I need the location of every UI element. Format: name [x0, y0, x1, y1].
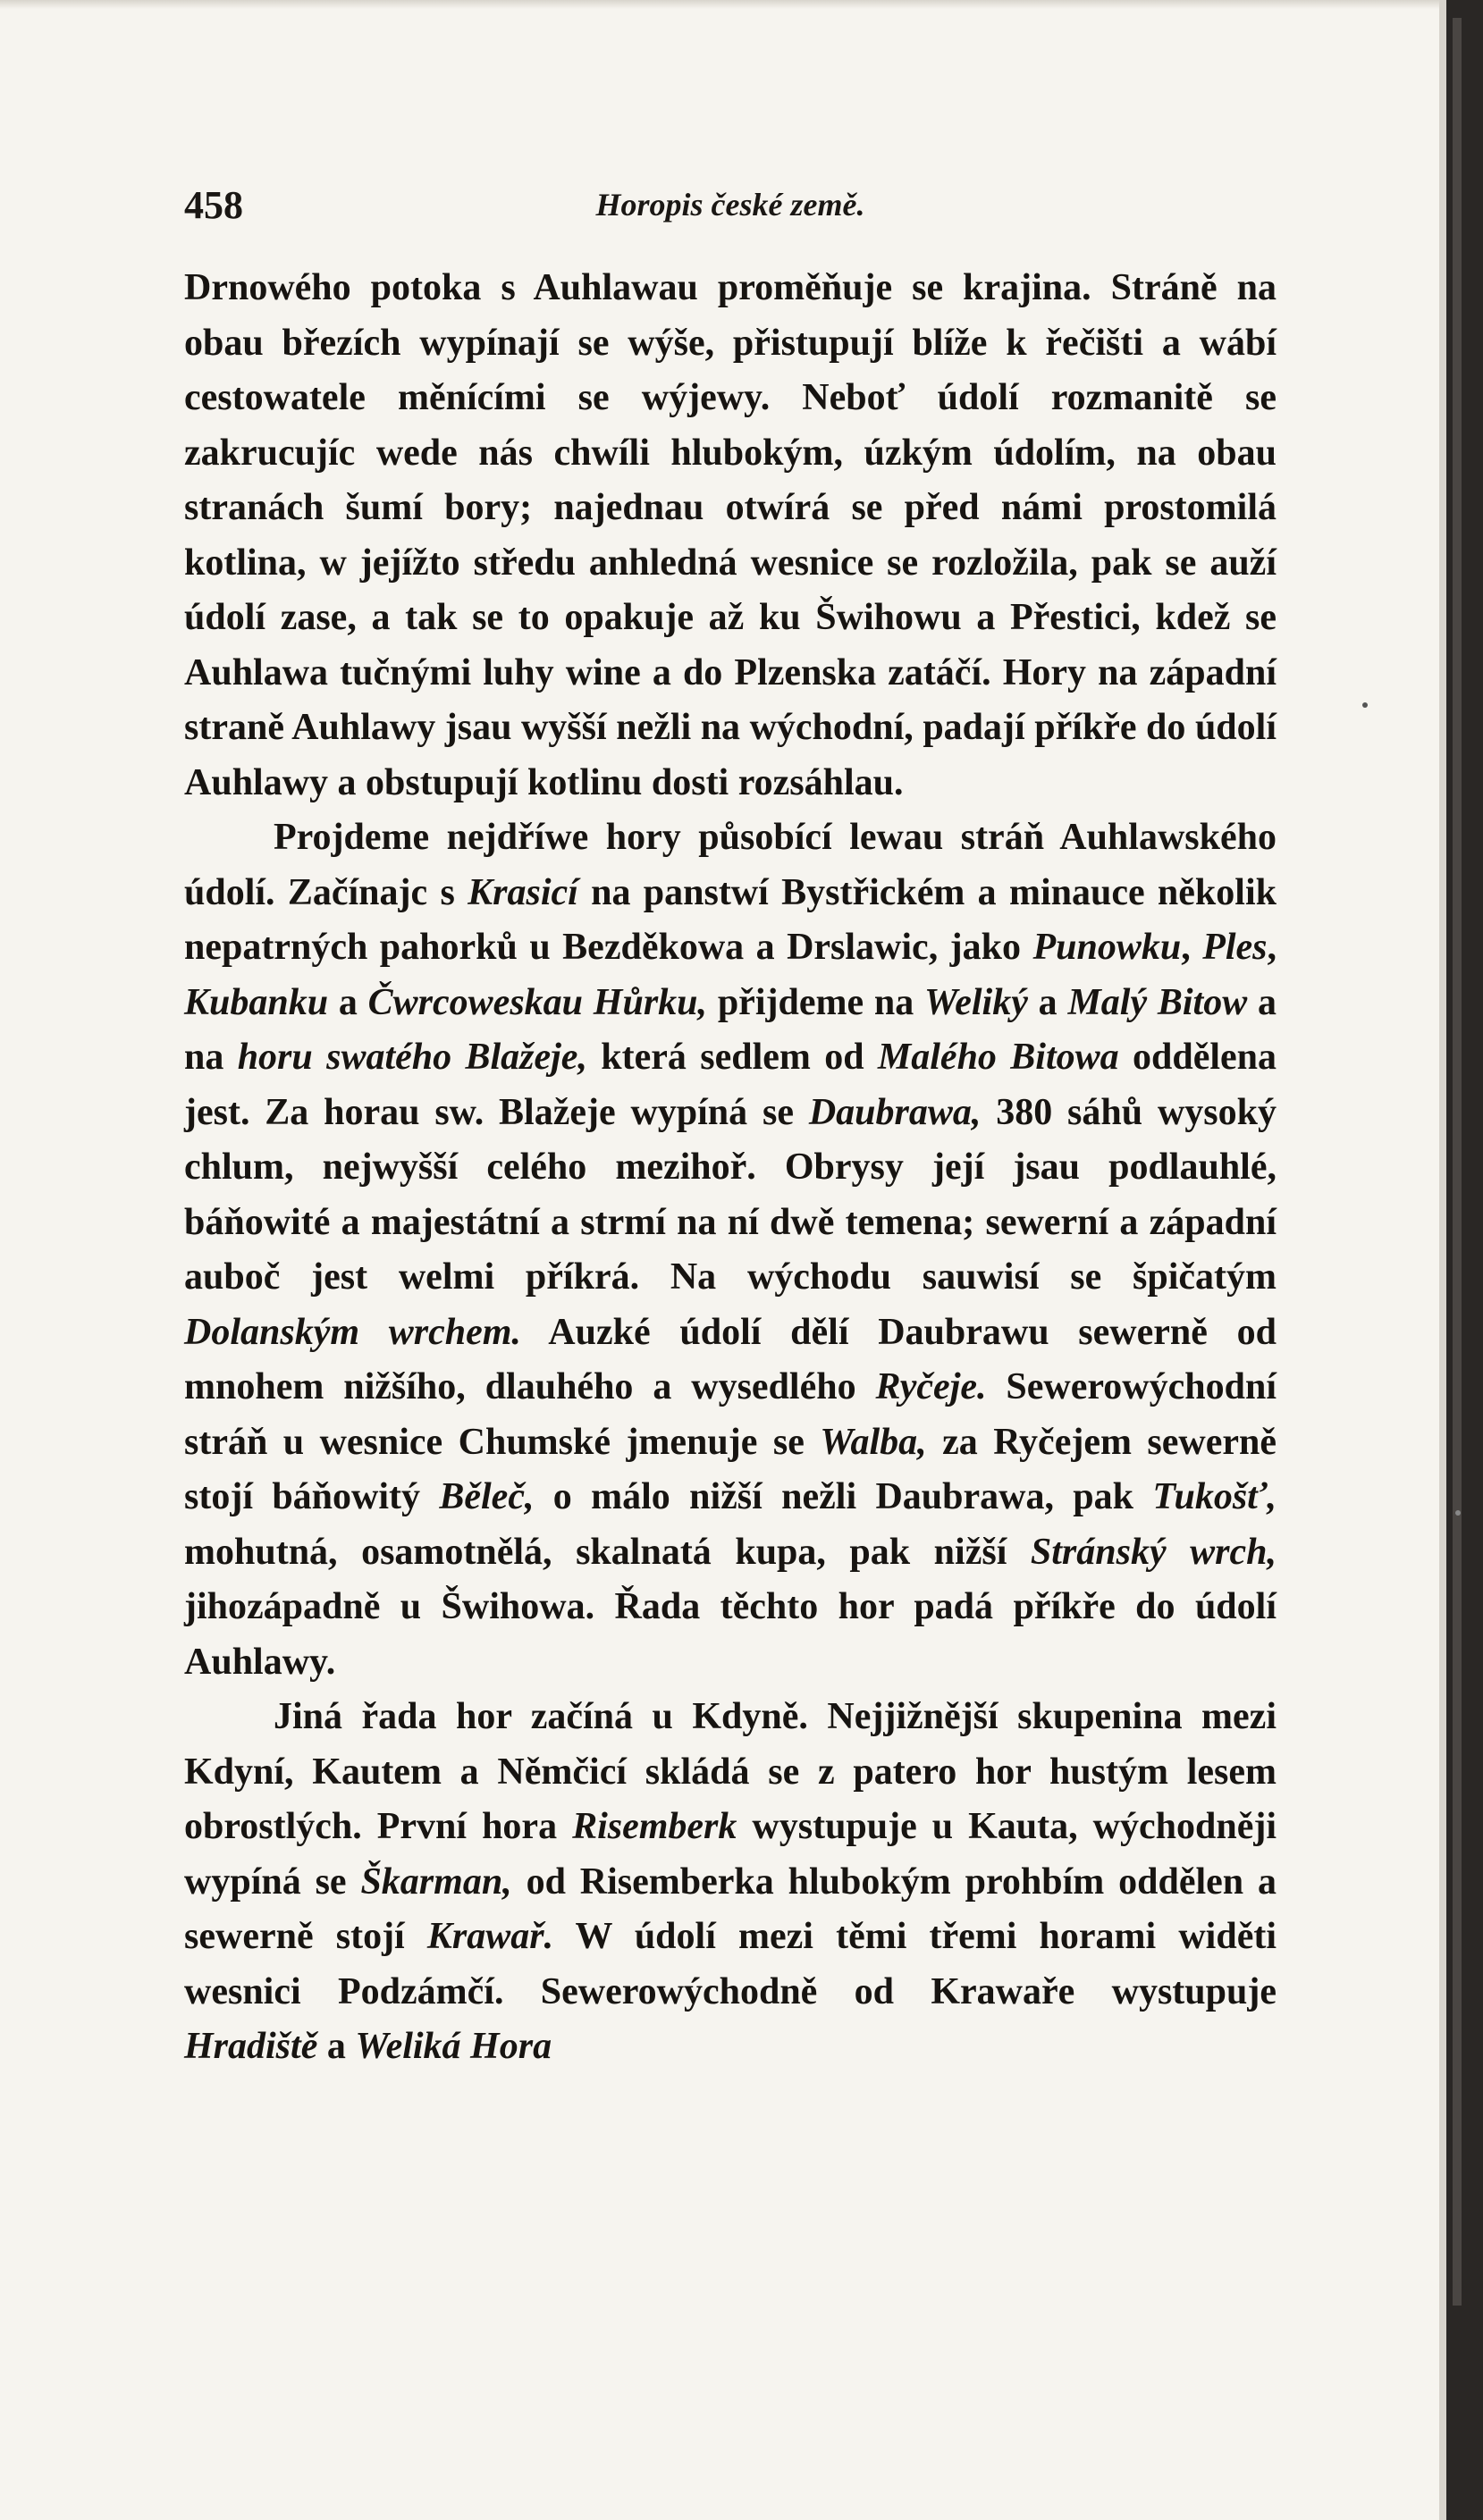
margin-speck: [1455, 1510, 1461, 1516]
italic-term: Hradiště: [184, 2026, 318, 2067]
paragraph: [184, 1690, 1277, 2075]
text-run: a na: [184, 981, 1277, 1078]
italic-term: Weliký: [924, 981, 1028, 1023]
text-run: Projdeme nejdříwe hory působící lewau stráň Auhlawského údolí. Začínajc s: [184, 817, 1277, 913]
italic-term: Malého Bitowa: [877, 1037, 1119, 1078]
italic-term: Škarman,: [360, 1861, 512, 1903]
text-run: wystupuje u Kauta, wýchodněji wypíná se: [184, 1806, 1277, 1903]
text-run: oddělena jest. Za horau sw. Blažeje wypíná se: [184, 1037, 1277, 1133]
italic-term: Tukošť,: [1152, 1476, 1277, 1517]
text-run: Drnowého potoka s Auhlawau proměňuje se krajina. Stráně na obau březích wypínají se wýše, přistupují blíže k řečišti a wábí cestowatele měnícími se wýjewy. Neboť údolí rozmanitě se zakrucujíc wede nás chwíli hlubokým, úzkým údolím, na obau stranách šumí bory; najednau otwírá se před námi prostomilá kotlina, w jejížto středu anhledná wesnice se rozložila, pak se auží údolí zase, a tak se to opakuje až ku Šwihowu a Přestici, kdež se Auhlawa tučnými luhy wine a do Plzenska zatáčí. Hory na západní straně Auhlawy jsau wyšší nežli na wýchodní, padají příkře do údolí Auhlawy a obstupují kotlinu dosti rozsáhlau.: [184, 267, 1277, 803]
body-text: [184, 261, 1277, 2075]
page-top-shadow: [0, 0, 1439, 9]
text-run: a: [328, 981, 368, 1023]
text-run: o málo nižší nežli Daubrawa, pak: [534, 1476, 1153, 1517]
page-number: 458: [184, 183, 243, 227]
page-header: [184, 182, 1277, 236]
italic-term: Risemberk: [572, 1806, 737, 1847]
italic-term: Ryčeje.: [875, 1366, 987, 1407]
text-run: a: [1027, 981, 1068, 1023]
text-run: a: [317, 2026, 356, 2067]
text-run: na panstwí Bystřickém a minauce několik nepatrných pahorků u Bezděkowa a Drslawic, jako: [184, 871, 1277, 968]
running-title: Horopis české země.: [595, 187, 865, 223]
italic-term: Stránský wrch,: [1030, 1531, 1277, 1573]
text-run: přijdeme na: [707, 981, 925, 1023]
italic-term: Punowku: [1032, 927, 1182, 968]
text-run: která sedlem od: [586, 1037, 878, 1078]
text-run: od Risemberka hlubokým prohbím oddělen a sewerně stojí: [184, 1861, 1277, 1957]
italic-term: Daubrawa,: [808, 1091, 982, 1133]
text-run: W údolí mezi těmi třemi horami widěti wesnici Podzámčí. Sewerowýchodně od Krawaře wystupuje: [184, 1916, 1277, 2012]
text-run: Sewerowýchodní stráň u wesnice Chumské jmenuje se: [184, 1366, 1277, 1463]
italic-term: Krawař.: [426, 1916, 554, 1957]
italic-term: Dolanským wrchem.: [184, 1311, 521, 1353]
text-run: mohutná, osamotnělá, skalnatá kupa, pak nižší: [184, 1531, 1031, 1573]
italic-term: Malý Bitow: [1067, 981, 1248, 1023]
italic-term: Weliká Hora: [355, 2026, 552, 2067]
italic-term: Kubanku: [184, 981, 329, 1023]
italic-term: horu swatého Blažeje,: [237, 1037, 587, 1078]
text-run: ,: [1181, 927, 1203, 968]
margin-speck: [1362, 702, 1368, 708]
page-edge: [1439, 0, 1446, 2520]
text-run: jihozápadně u Šwihowa. Řada těchto hor padá příkře do údolí Auhlawy.: [184, 1586, 1277, 1683]
text-run: 380 sáhů wysoký chlum, nejwyšší celého mezihoř. Obrysy její jsau podlauhlé, báňowité a majestátní a strmí na ní dwě temena; sewerní a západní auboč jest welmi příkrá. Na wýchodu sauwisí se špičatým: [184, 1091, 1277, 1298]
scan-border-line: [1453, 18, 1462, 2306]
paragraph: [184, 811, 1277, 1690]
italic-term: Krasicí: [468, 871, 578, 913]
text-run: za Ryčejem sewerně stojí báňowitý: [184, 1421, 1277, 1517]
italic-term: Walba,: [820, 1421, 927, 1463]
text-run: Auzké údolí dělí Daubrawu sewerně od mnohem nižšího, dlauhého a wysedlého: [184, 1311, 1277, 1407]
text-run: ,: [1267, 927, 1277, 968]
italic-term: Ples: [1202, 927, 1268, 968]
text-run: Jiná řada hor začíná u Kdyně. Nejjižnější skupenina mezi Kdyní, Kautem a Němčicí skládá se z patero hor hustým lesem obrostlých. První hora: [184, 1696, 1277, 1847]
italic-term: Běleč,: [439, 1476, 535, 1517]
italic-term: Čwrcoweskau Hůrku,: [367, 981, 708, 1023]
paragraph: [184, 261, 1277, 811]
